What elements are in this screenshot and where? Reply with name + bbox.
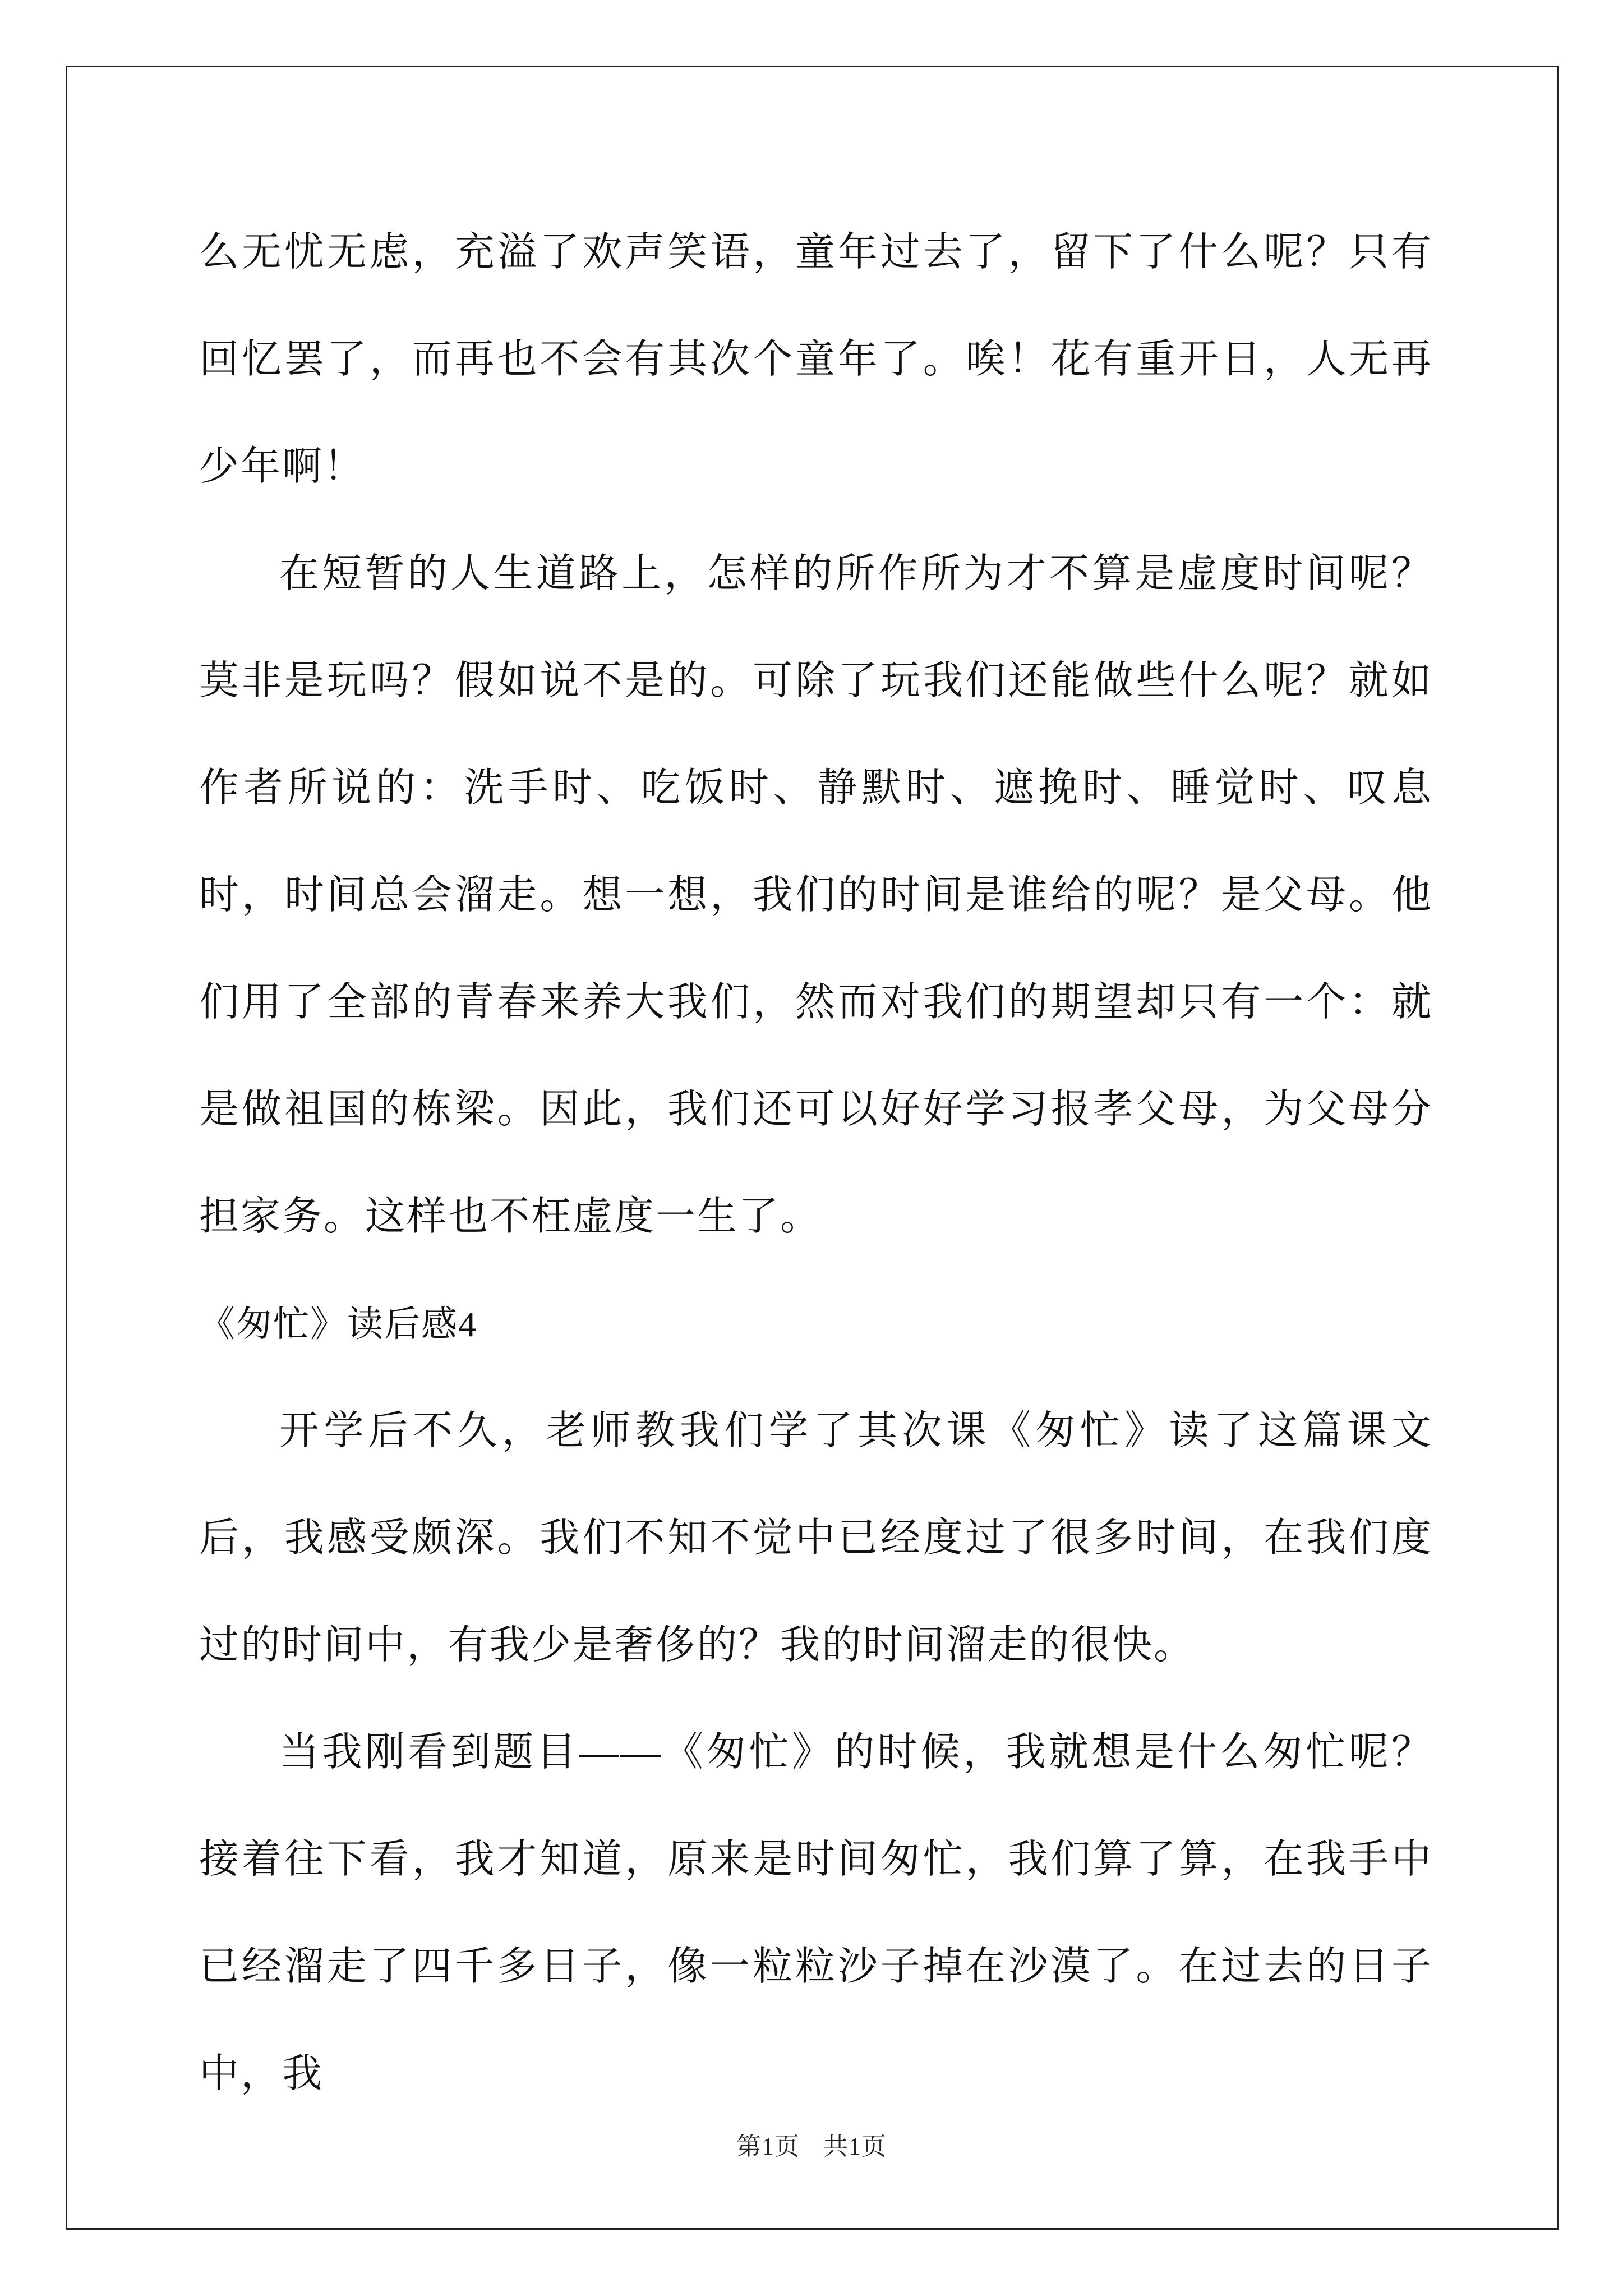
paragraph-4: 当我刚看到题目——《匆忙》的时候，我就想是什么匆忙呢？接着往下看，我才知道，原来是时间匆忙，我们算了算，在我手中已经溜走了四千多日子，像一粒粒沙子掉在沙漠了。在过去的日子中，我	[199, 1731, 1433, 2096]
paragraph-3: 开学后不久，老师教我们学了其次课《匆忙》读了这篇课文后，我感受颇深。我们不知不觉中已经度过了很多时间，在我们度过的时间中，有我少是奢侈的？我的时间溜走的很快。	[199, 1409, 1433, 1667]
paragraph-2: 在短暂的人生道路上，怎样的所作所为才不算是虚度时间呢？莫非是玩吗？假如说不是的。可除了玩我们还能做些什么呢？就如作者所说的：洗手时、吃饭时、静默时、遮挽时、睡觉时、叹息时，时间总会溜走。想一想，我们的时间是谁给的呢？是父母。他们用了全部的青春来养大我们，然而对我们的期望却只有一个：就是做祖国的栋梁。因此，我们还可以好好学习报孝父母，为父母分担家务。这样也不枉虚度一生了。	[199, 552, 1433, 1239]
paragraph-1: 么无忧无虑，充溢了欢声笑语，童年过去了，留下了什么呢？只有回忆罢了，而再也不会有其次个童年了。唉！花有重开日，人无再少年啊！	[199, 231, 1433, 489]
page-footer	[0, 2126, 1623, 2162]
section-heading: 《匆忙》读后感4	[199, 1304, 477, 1344]
page-total: 共1页	[823, 2133, 887, 2160]
document-body	[199, 199, 1433, 2128]
page-number: 第1页	[736, 2133, 800, 2160]
